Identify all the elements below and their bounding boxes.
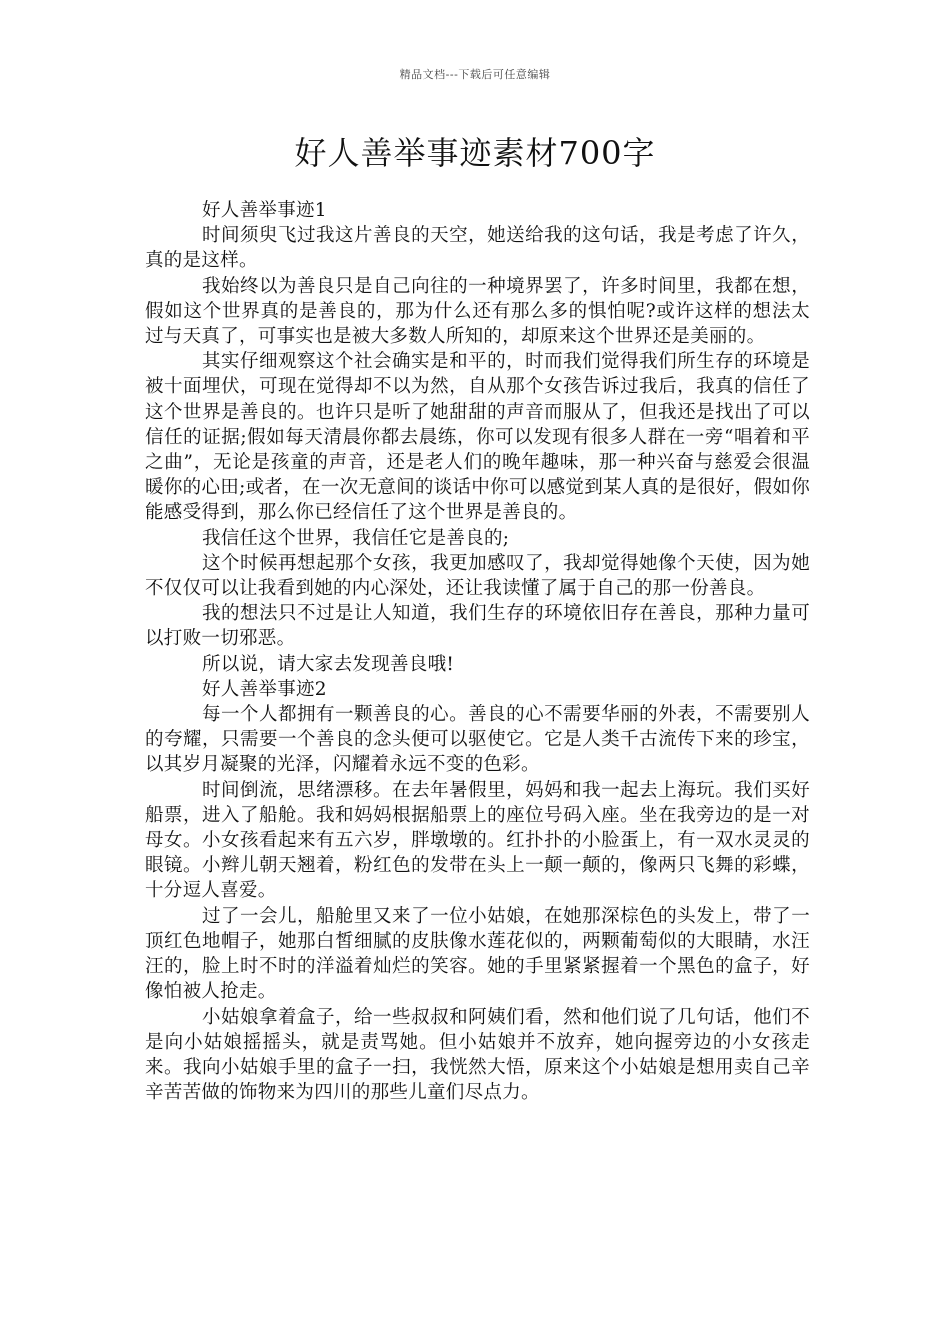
document-body	[145, 198, 810, 1105]
paragraph: 时间须臾飞过我这片善良的天空，她送给我的这句话，我是考虑了许久，真的是这样。	[145, 225, 810, 272]
section-heading-1: 好人善举事迹1	[202, 200, 327, 221]
page-header-note: 精品文档---下载后可任意编辑	[399, 68, 551, 81]
paragraph: 我始终以为善良只是自己向往的一种境界罢了，许多时间里，我都在想，假如这个世界真的是善良的，那为什么还有那么多的惧怕呢?或许这样的想法太过与天真了，可事实也是被大多数人所知的，却原来这个世界还是美丽的。	[145, 275, 810, 348]
paragraph: 时间倒流，思绪漂移。在去年暑假里，妈妈和我一起去上海玩。我们买好船票，进入了船舱。我和妈妈根据船票上的座位号码入座。坐在我旁边的是一对母女。小女孩看起来有五六岁，胖墩墩的。红扑扑的小脸蛋上，有一双水灵灵的眼镜。小辫儿朝天翘着，粉红色的发带在头上一颠一颠的，像两只飞舞的彩蝶，十分逗人喜爱。	[145, 779, 810, 902]
paragraph: 我信任这个世界，我信任它是善良的;	[202, 527, 510, 549]
section-heading-2: 好人善举事迹2	[202, 678, 327, 700]
paragraph: 每一个人都拥有一颗善良的心。善良的心不需要华丽的外表，不需要别人的夸耀，只需要一个善良的念头便可以驱使它。它是人类千古流传下来的珍宝，以其岁月凝聚的光泽，闪耀着永远不变的色彩。	[145, 704, 810, 776]
paragraph: 过了一会儿，船舱里又来了一位小姑娘，在她那深棕色的头发上，带了一顶红色地帽子，她那白皙细腻的皮肤像水莲花似的，两颗葡萄似的大眼睛，水汪汪的，脸上时不时的洋溢着灿烂的笑容。她的手里紧紧握着一个黑色的盒子，好像怕被人抢走。	[145, 905, 810, 1003]
document-title: 好人善举事迹素材700字	[294, 134, 656, 172]
paragraph: 小姑娘拿着盒子，给一些叔叔和阿姨们看，然和他们说了几句话，他们不是向小姑娘摇摇头，就是责骂她。但小姑娘并不放弃，她向握旁边的小女孩走来。我向小姑娘手里的盒子一扫，我恍然大悟，原来这个小姑娘是想用卖自己辛辛苦苦做的饰物来为四川的那些儿童们尽点力。	[145, 1006, 810, 1104]
paragraph: 所以说，请大家去发现善良哦!	[202, 653, 455, 675]
paragraph: 这个时候再想起那个女孩，我更加感叹了，我却觉得她像个天使，因为她不仅仅可以让我看到她的内心深处，还让我读懂了属于自己的那一份善良。	[145, 552, 810, 600]
paragraph: 其实仔细观察这个社会确实是和平的，时而我们觉得我们所生存的环境是被十面埋伏，可现在觉得却不以为然，自从那个女孩告诉过我后，我真的信任了这个世界是善良的。也许只是听了她甜甜的声音而服从了，但我还是找出了可以信任的证据;假如每天清晨你都去晨练，你可以发现有很多人群在一旁“唱着和平之曲”，无论是孩童的声音，还是老人们的晚年趣味，那一种兴奋与慈爱会很温暖你的心田;或者，在一次无意间的谈话中你可以感觉到某人真的是很好，假如你能感受得到，那么你已经信任了这个世界是善良的。	[145, 351, 810, 524]
paragraph: 我的想法只不过是让人知道，我们生存的环境依旧存在善良，那种力量可以打败一切邪恶。	[145, 603, 810, 650]
